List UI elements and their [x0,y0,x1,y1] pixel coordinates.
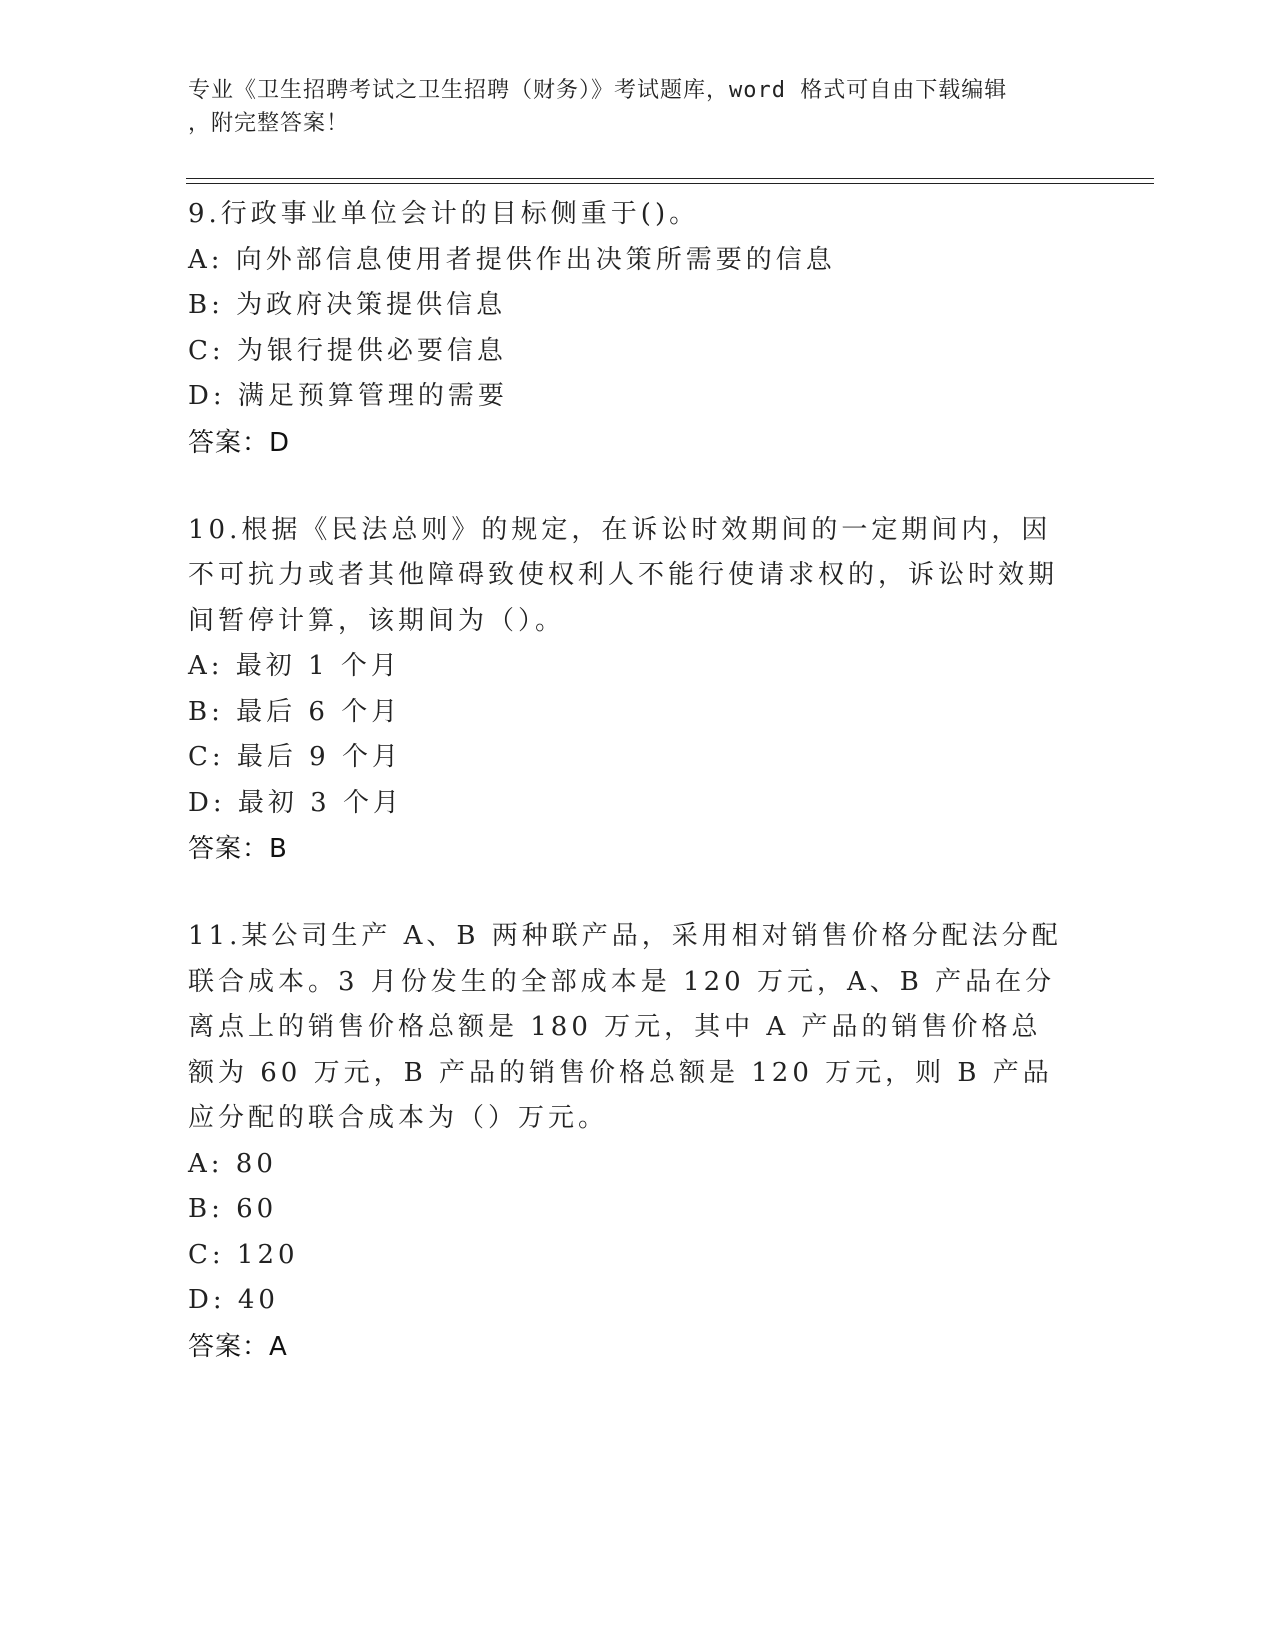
header-line-1: 专业《卫生招聘考试之卫生招聘（财务）》考试题库，word 格式可自由下载编辑 [188,78,1008,103]
question-stem: 11.某公司生产 A、B 两种联产品，采用相对销售价格分配法分配联合成本。3 月份发生的全部成本是 120 万元，A、B 产品在分离点上的销售价格总额是 180 万元，其中 A 产品的销售价格总额为 60 万元，B 产品的销售价格总额是 120 万元，则 B 产品应分配的联合成本为（）万元。 [188,921,1062,1133]
option-d: D: 最初 3 个月 [188,787,403,818]
answer-label: 答案：B [188,834,288,864]
header-line-2: ，附完整答案！ [188,111,350,136]
option-a: A: 最初 1 个月 [188,651,401,681]
question-9 [188,192,1068,466]
header-divider-bottom [186,183,1154,184]
answer-label: 答案：A [188,1331,288,1362]
option-c: C: 为银行提供必要信息 [188,335,507,366]
question-10 [188,508,1068,873]
option-b: B: 为政府决策提供信息 [188,290,507,320]
option-a: A: 80 [188,1148,277,1179]
option-c: C: 120 [188,1239,299,1270]
header-divider-top [186,178,1154,179]
option-a: A: 向外部信息使用者提供作出决策所需要的信息 [188,244,836,275]
option-d: D: 满足预算管理的需要 [188,381,508,411]
option-c: C: 最后 9 个月 [188,742,402,772]
option-d: D: 40 [188,1285,279,1315]
question-stem: 9.行政事业单位会计的目标侧重于()。 [188,199,700,229]
question-stem: 10.根据《民法总则》的规定，在诉讼时效期间的一定期间内，因不可抗力或者其他障碍致使权利人不能行使请求权的，诉讼时效期间暂停计算，该期间为（）。 [188,514,1059,636]
question-list [188,192,1068,1412]
option-b: B: 60 [188,1194,278,1224]
question-11 [188,914,1068,1370]
option-b: B: 最后 6 个月 [188,696,402,727]
document-header [188,74,1068,140]
answer-label: 答案：D [188,427,291,458]
